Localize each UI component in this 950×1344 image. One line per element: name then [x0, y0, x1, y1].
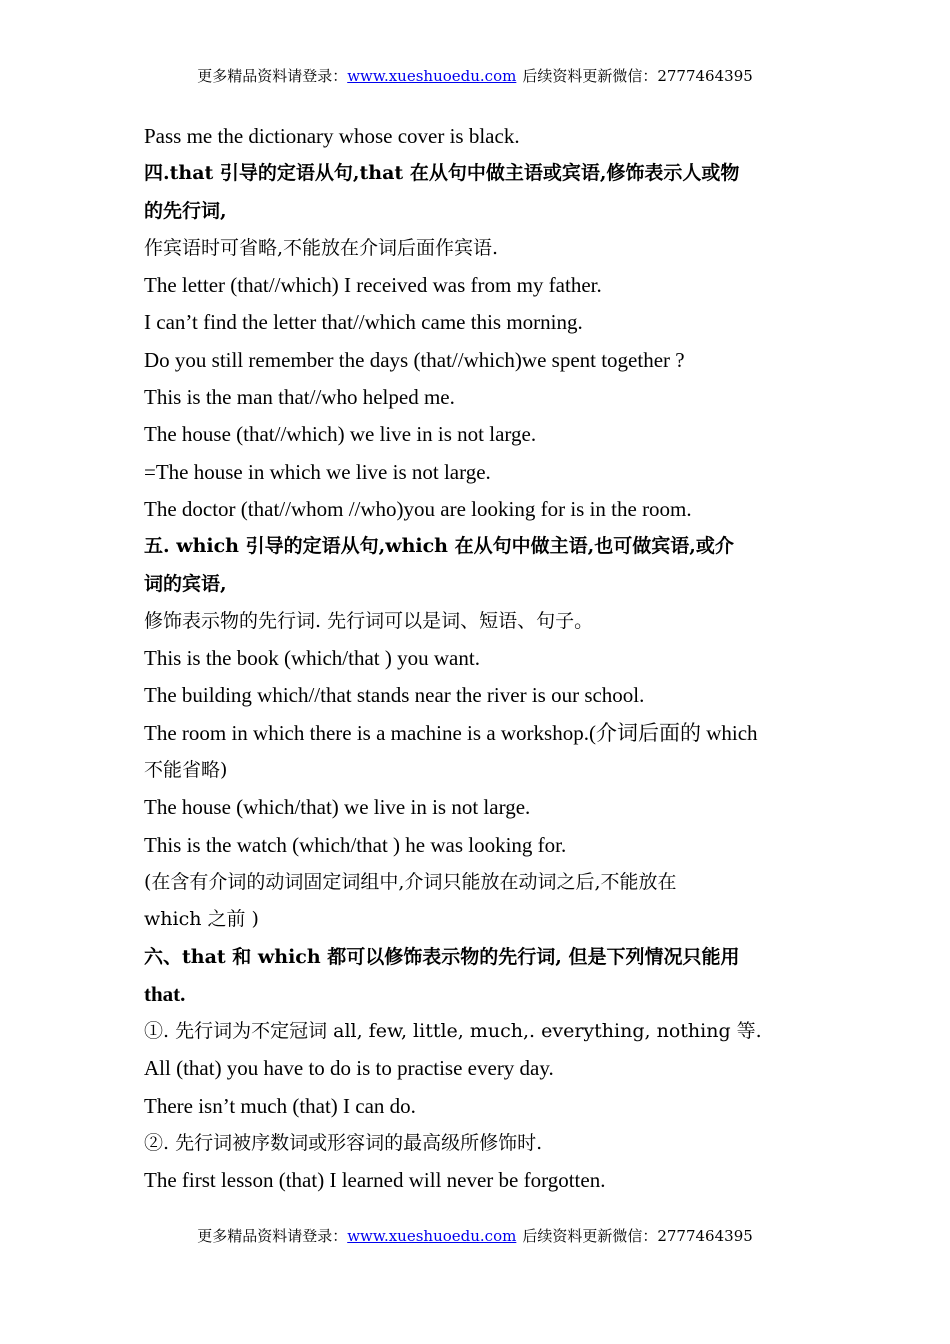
section-heading-5-cont: 词的宾语,	[144, 572, 227, 595]
explanation-text: 作宾语时可省略,不能放在介词后面作宾语.	[144, 236, 499, 259]
explanation-text: 修饰表示物的先行词. 先行词可以是词、短语、句子。	[144, 609, 594, 632]
explanation-text: which 之前 )	[144, 908, 259, 931]
example-sentence: Do you still remember the days (that//which)we spent together ?	[144, 347, 685, 372]
section-heading-6-cont: that.	[144, 981, 186, 1006]
section-heading-4-cont: 的先行词,	[144, 199, 227, 222]
section-heading-5: 五. which 引导的定语从句,which 在从句中做主语,也可做宾语,或介	[144, 535, 734, 558]
example-sentence: All (that) you have to do is to practise every day.	[144, 1056, 554, 1081]
page-footer	[0, 1226, 950, 1246]
rule-item-1: ①. 先行词为不定冠词 all, few, little, much,. everything, nothing 等.	[144, 1020, 762, 1043]
example-sentence: The letter (that//which) I received was from my father.	[144, 273, 602, 298]
example-sentence: The doctor (that//whom //who)you are looking for is in the room.	[144, 496, 692, 521]
example-sentence: =The house in which we live is not large.	[144, 459, 491, 484]
example-sentence: This is the man that//who helped me.	[144, 385, 455, 410]
section-heading-6: 六、that 和 which 都可以修饰表示物的先行词, 但是下列情况只能用	[144, 945, 740, 968]
rule-item-2: ②. 先行词被序数词或形容词的最高级所修饰时.	[144, 1132, 543, 1155]
example-sentence: The house (that//which) we live in is not large.	[144, 422, 537, 447]
example-sentence: The first lesson (that) I learned will never be forgotten.	[144, 1168, 606, 1193]
explanation-text: (在含有介词的动词固定词组中,介词只能放在动词之后,不能放在	[144, 870, 677, 893]
example-sentence: This is the watch (which/that ) he was looking for.	[144, 832, 567, 857]
header-prefix: 更多精品资料请登录：	[197, 67, 348, 85]
footer-suffix: 后续资料更新微信：2777464395	[522, 1227, 753, 1245]
explanation-text: 不能省略)	[144, 759, 228, 782]
header-website-link[interactable]: www.xueshuoedu.com	[347, 67, 517, 85]
header-suffix: 后续资料更新微信：2777464395	[522, 67, 753, 85]
example-sentence: The house (which/that) we live in is not large.	[144, 795, 531, 820]
example-sentence: This is the book (which/that ) you want.	[144, 646, 480, 671]
example-sentence: There isn’t much (that) I can do.	[144, 1093, 416, 1118]
example-sentence: I can’t find the letter that//which came this morning.	[144, 310, 583, 335]
example-sentence: The building which//that stands near the river is our school.	[144, 683, 645, 708]
section-heading-4: 四.that 引导的定语从句,that 在从句中做主语或宾语,修饰表示人或物	[144, 162, 740, 185]
document-body	[144, 118, 810, 1200]
page-header	[0, 66, 950, 86]
footer-website-link[interactable]: www.xueshuoedu.com	[347, 1227, 517, 1245]
example-sentence: The room in which there is a machine is a workshop.(介词后面的 which	[144, 720, 758, 745]
footer-prefix: 更多精品资料请登录：	[197, 1227, 348, 1245]
example-sentence: Pass me the dictionary whose cover is black.	[144, 124, 520, 148]
